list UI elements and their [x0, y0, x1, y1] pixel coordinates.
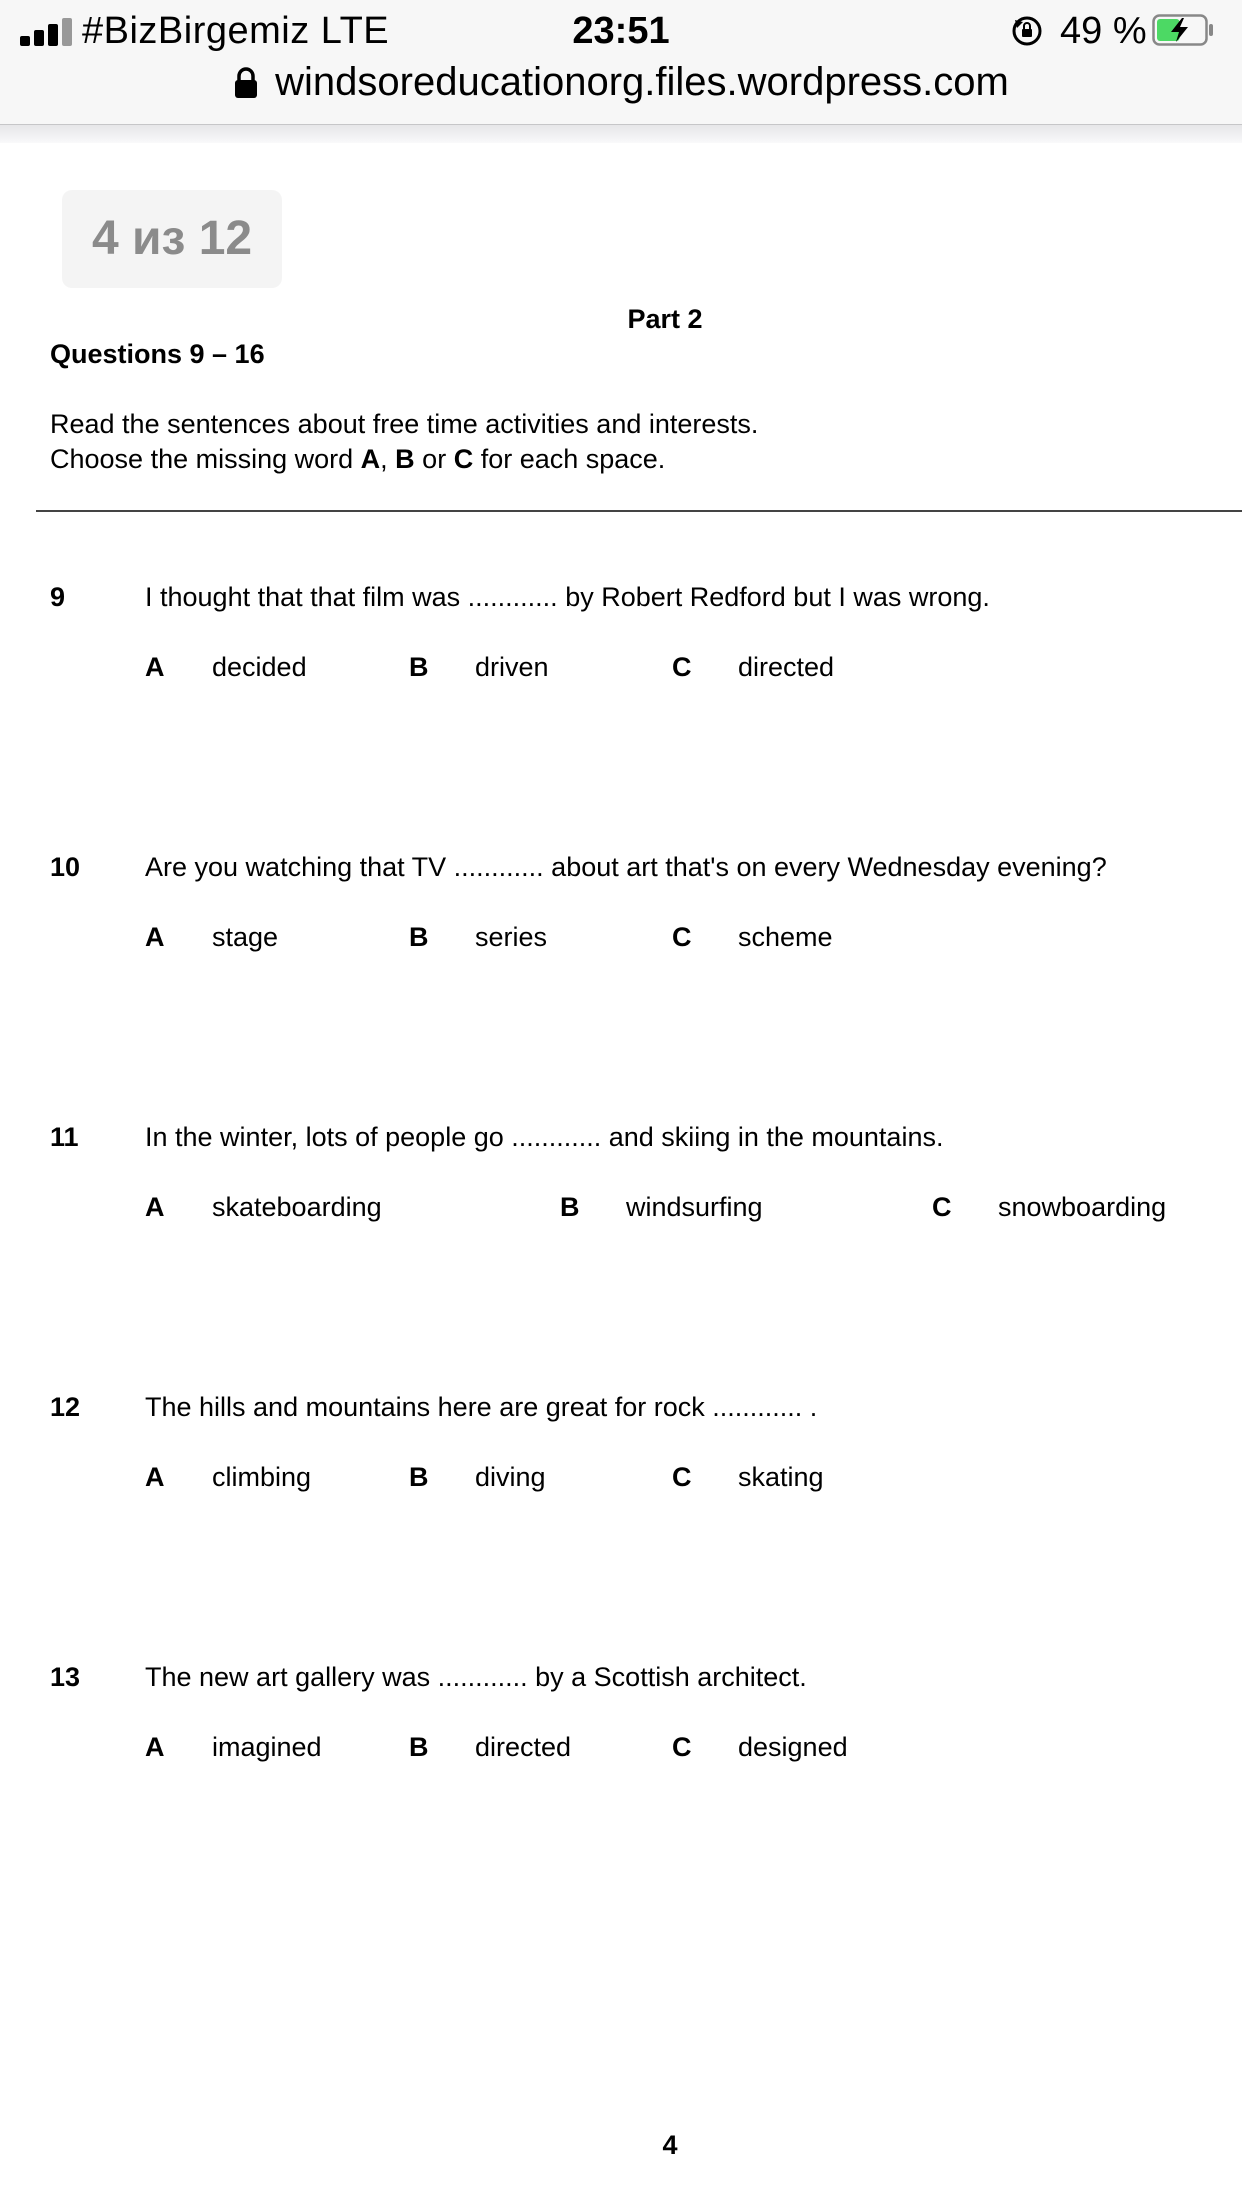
option-letter: A [145, 652, 165, 682]
question-text: In the winter, lots of people go ............ and skiing in the mountains. [145, 1122, 944, 1152]
question-10 [0, 852, 1242, 982]
option-letter: C [672, 1462, 692, 1492]
option-word: snowboarding [998, 1192, 1167, 1222]
option-letter: C [672, 1732, 692, 1762]
option-letter: C [672, 652, 692, 682]
part-title: Part 2 [627, 304, 703, 334]
option-letter: C [932, 1192, 952, 1222]
option-letter: B [409, 922, 429, 952]
option-letter: A [145, 922, 165, 952]
option-letter: B [560, 1192, 580, 1222]
battery-percent: 49 % [1060, 10, 1147, 52]
option-letter: B [409, 1462, 429, 1492]
option-word: stage [212, 922, 279, 952]
question-text: The new art gallery was ............ by a Scottish architect. [145, 1662, 807, 1692]
question-11 [0, 1122, 1242, 1252]
rotation-lock-icon [1010, 14, 1044, 48]
option-word: windsurfing [626, 1192, 763, 1222]
question-number: 9 [50, 582, 66, 612]
question-number: 12 [50, 1392, 81, 1422]
option-letter: A [145, 1732, 165, 1762]
clock: 23:51 [572, 10, 670, 52]
option-word: skating [738, 1462, 824, 1492]
question-text: Are you watching that TV ............ about art that's on every Wednesday evening? [145, 852, 1107, 882]
option-word: skateboarding [212, 1192, 382, 1222]
question-number: 10 [50, 852, 81, 882]
instruction-line-1: Read the sentences about free time activities and interests. [50, 409, 759, 439]
option-word: directed [738, 652, 835, 682]
question-number: 11 [50, 1122, 79, 1152]
page-counter-badge: 4 из 12 [62, 190, 282, 288]
option-word: scheme [738, 922, 833, 952]
url-text: windsoreducationorg.files.wordpress.com [275, 60, 1009, 104]
option-letter: B [409, 652, 429, 682]
question-number: 13 [50, 1662, 81, 1692]
url-bar[interactable] [0, 56, 1242, 108]
battery-charging-icon [1152, 14, 1214, 46]
page-number: 4 [662, 2130, 678, 2160]
option-word: driven [475, 652, 549, 682]
question-text: I thought that that film was ............ by Robert Redford but I was wrong. [145, 582, 990, 612]
option-letter-a: A [360, 444, 381, 474]
question-text: The hills and mountains here are great for rock ............ . [145, 1392, 818, 1422]
option-letter: A [145, 1462, 165, 1492]
option-word: diving [475, 1462, 546, 1492]
option-letter: A [145, 1192, 165, 1222]
option-word: directed [475, 1732, 572, 1762]
option-letter-b: B [395, 444, 415, 474]
carrier-label: #BizBirgemiz LTE [82, 10, 390, 52]
question-12 [0, 1392, 1242, 1522]
option-word: decided [212, 652, 307, 682]
option-letter: B [409, 1732, 429, 1762]
status-and-url-bar [0, 0, 1242, 125]
option-letter: C [672, 922, 692, 952]
option-word: series [475, 922, 548, 952]
question-13 [0, 1662, 1242, 1792]
divider [36, 510, 1242, 512]
lock-icon [233, 67, 259, 99]
question-9 [0, 582, 1242, 712]
toolbar-shadow [0, 125, 1242, 143]
questions-range: Questions 9 – 16 [50, 339, 265, 369]
option-word: designed [738, 1732, 848, 1762]
instruction-line-2: Choose the missing word A, B or C for each space. [50, 444, 666, 474]
option-word: climbing [212, 1462, 312, 1492]
option-word: imagined [212, 1732, 322, 1762]
option-letter-c: C [453, 444, 474, 474]
